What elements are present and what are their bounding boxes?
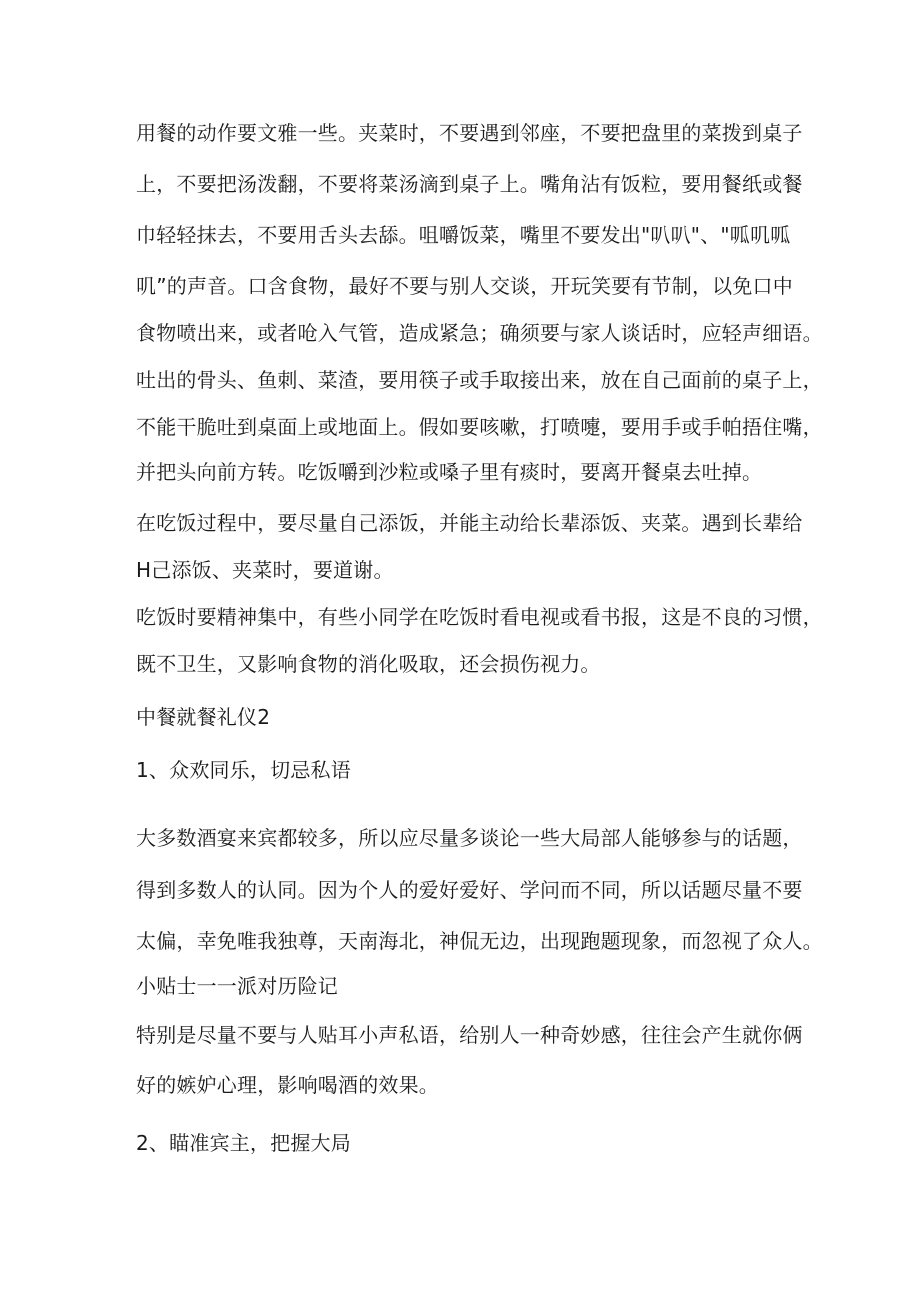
paragraph-line: 大多数酒宴来宾都较多，所以应尽量多谈论一些大局部人能够参与的话题， xyxy=(136,826,803,850)
paragraph-line: 吐出的骨头、鱼刺、菜渣，要用筷子或手取接出来，放在自己面前的桌子上， xyxy=(136,368,823,392)
paragraph-line: 上，不要把汤泼翻，不要将菜汤滴到桌子上。嘴角沾有饭粒，要用餐纸或餐 xyxy=(136,172,803,196)
paragraph-line: 既不卫生，又影响食物的消化吸取，还会损伤视力。 xyxy=(136,652,601,676)
paragraph-line: 特别是尽量不要与人贴耳小声私语，给别人一种奇妙感，往往会产生就你俩 xyxy=(136,1023,803,1047)
paragraph-line: 得到多数人的认同。因为个人的爱好爱好、学问而不同，所以话题尽量不要 xyxy=(136,878,803,902)
paragraph-line: 用餐的动作要文雅一些。夹菜时，不要遇到邻座，不要把盘里的菜拨到桌子 xyxy=(136,121,803,145)
subsection-heading: 1、众欢同乐，切忌私语 xyxy=(136,758,351,782)
paragraph-line: 叽”的声音。口含食物，最好不要与别人交谈，开玩笑要有节制，以免口中 xyxy=(136,274,793,298)
paragraph-line: H己添饭、夹菜时，要道谢。 xyxy=(136,558,394,582)
paragraph-line: 太偏，幸免唯我独尊，天南海北，神侃无边，出现跑题现象，而忽视了众人。 xyxy=(136,929,823,953)
paragraph-line: 食物喷出来，或者呛入气管，造成紧急；确须要与家人谈话时，应轻声细语。 xyxy=(136,321,823,345)
paragraph-line: 在吃饭过程中，要尽量自己添饭，并能主动给长辈添饭、夹菜。遇到长辈给 xyxy=(136,511,803,535)
section-heading: 中餐就餐礼仪2 xyxy=(136,705,271,729)
tip-heading: 小贴士一一派对历险记 xyxy=(136,974,338,998)
paragraph-line: 好的嫉妒心理，影响喝酒的效果。 xyxy=(136,1073,439,1097)
paragraph-line: 吃饭时要精神集中，有些小同学在吃饭时看电视或看书报，这是不良的习惯， xyxy=(136,605,823,629)
paragraph-line: 巾轻轻抹去，不要用舌头去舔。咀嚼饭菜，嘴里不要发出"叭叭"、"呱叽呱 xyxy=(136,223,791,247)
subsection-heading: 2、瞄准宾主，把握大局 xyxy=(136,1131,351,1155)
paragraph-line: 不能干脆吐到桌面上或地面上。假如要咳嗽，打喷嚏，要用手或手帕捂住嘴， xyxy=(136,415,823,439)
paragraph-line: 并把头向前方转。吃饭嚼到沙粒或嗓子里有痰时，要离开餐桌去吐掉。 xyxy=(136,460,763,484)
